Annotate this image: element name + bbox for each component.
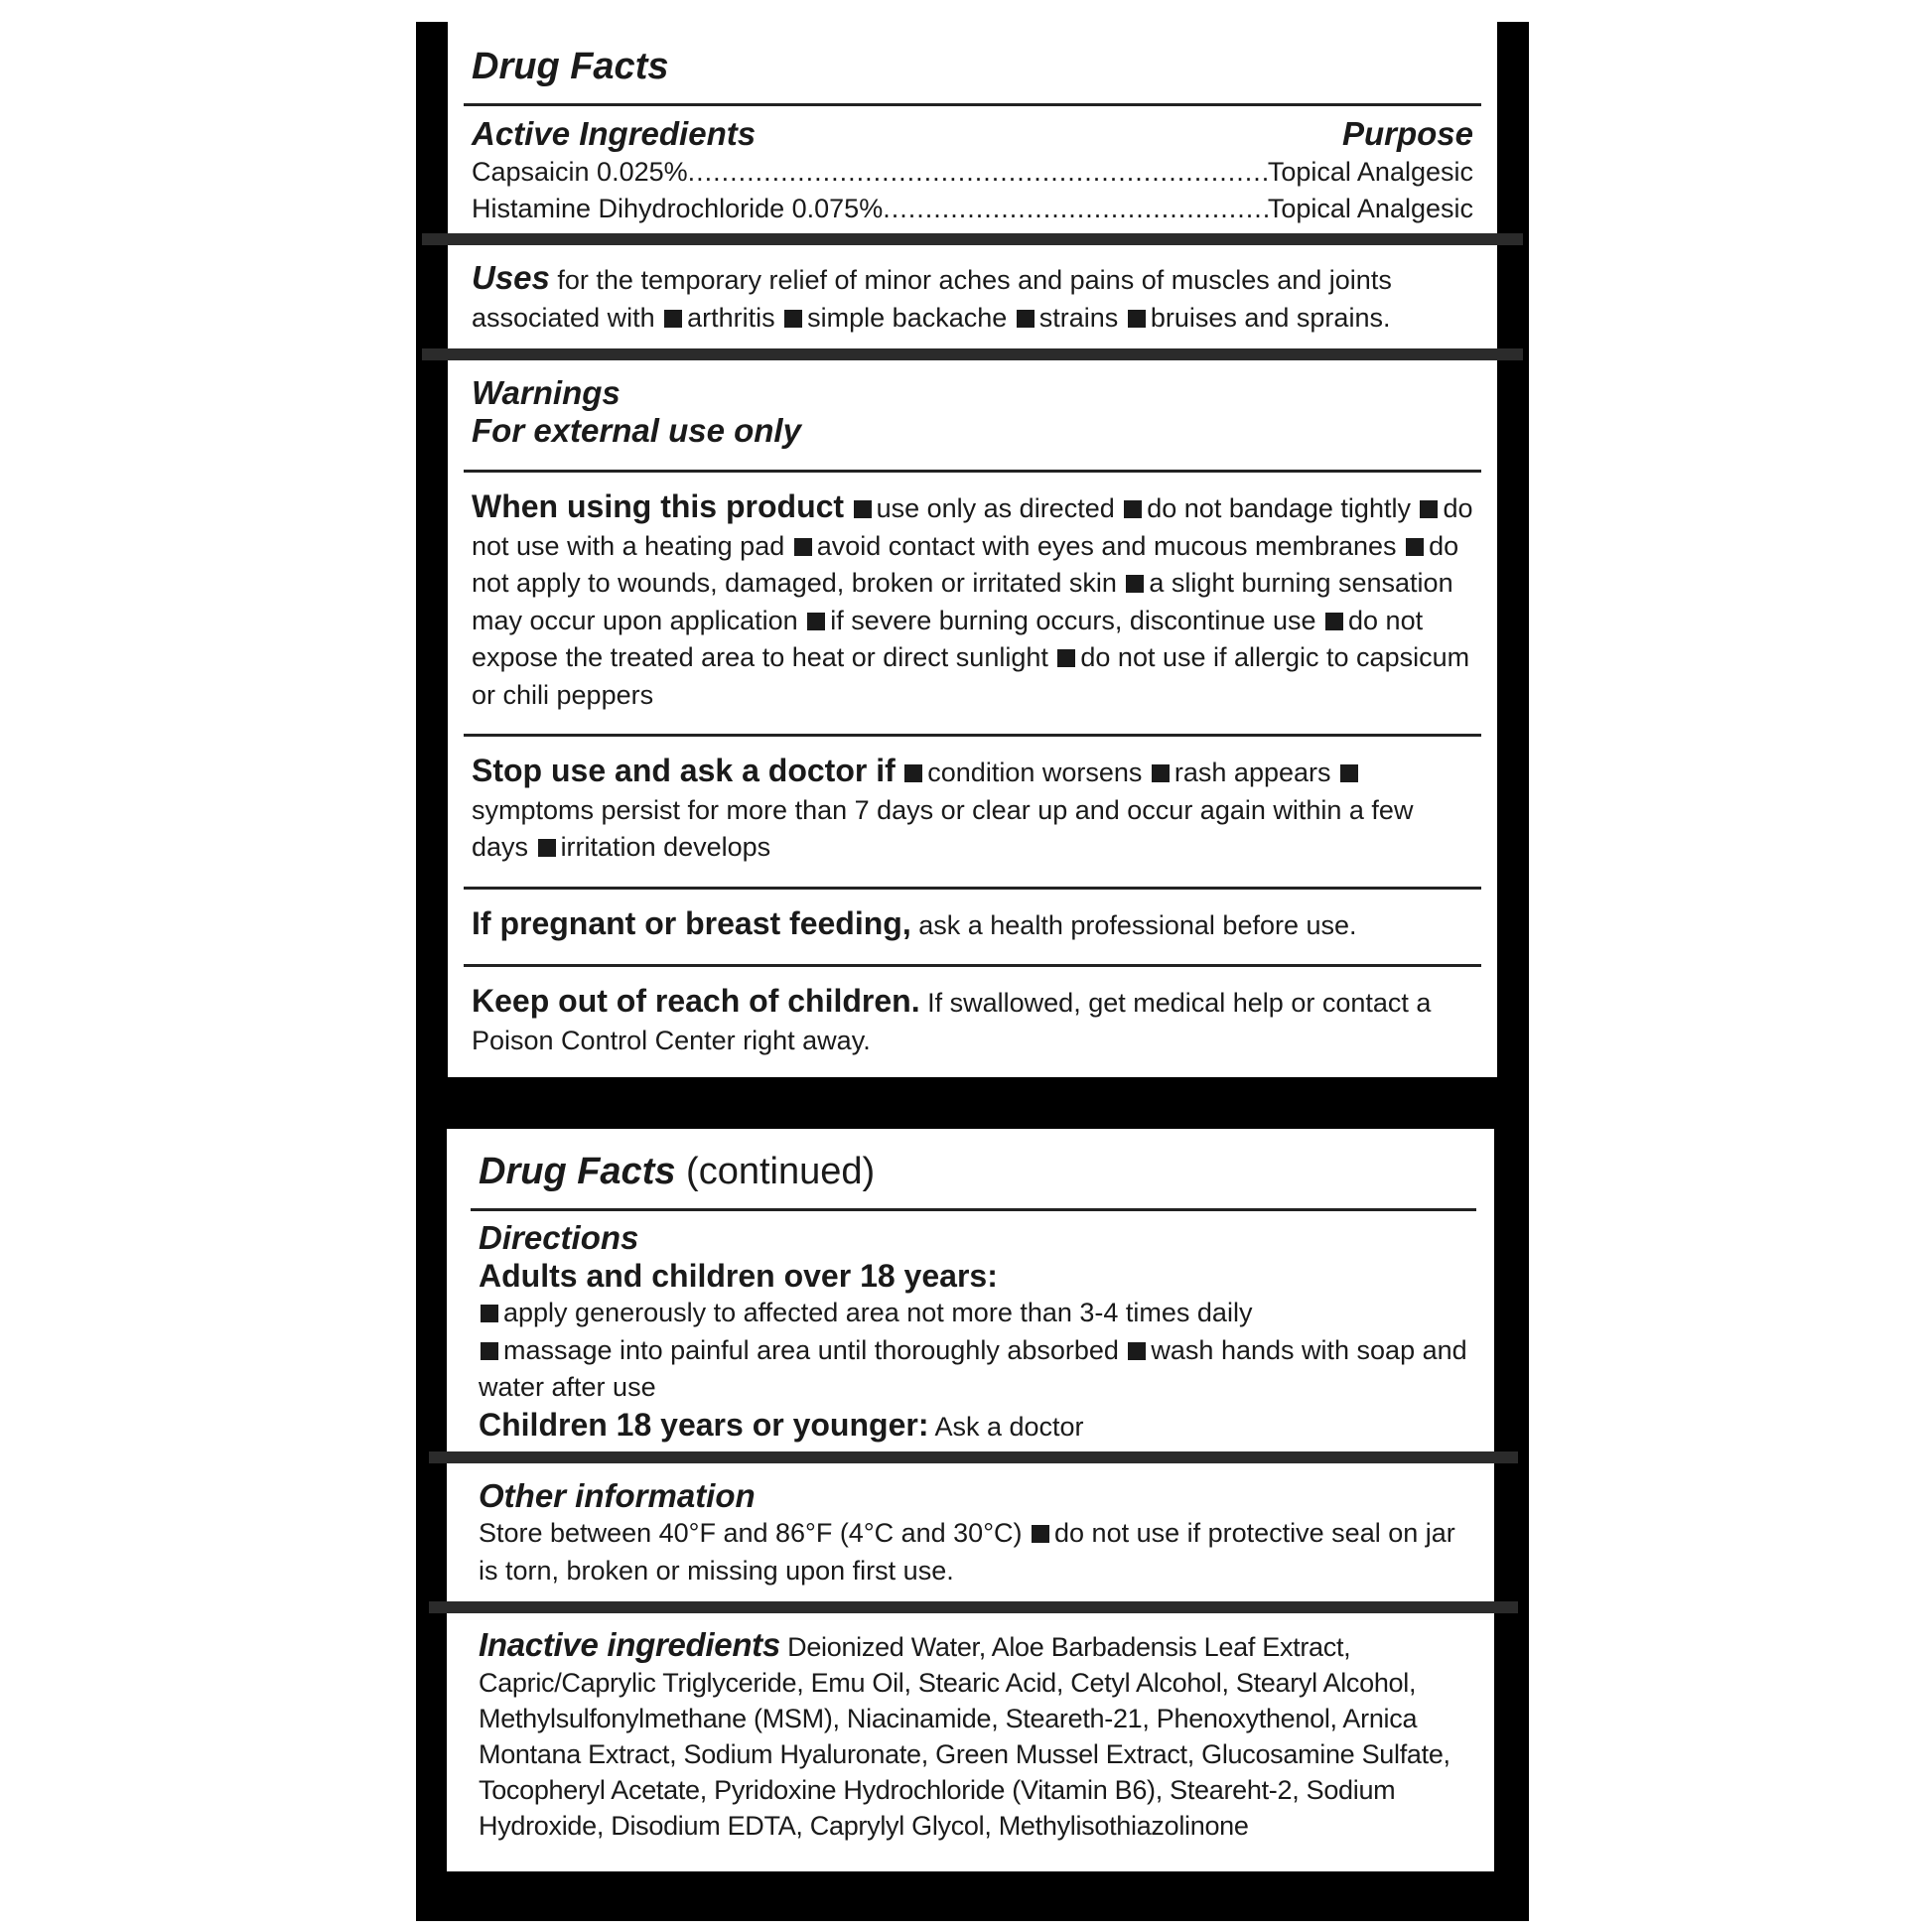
direction-item: apply generously to affected area not more than 3-4 times daily (503, 1298, 1253, 1327)
children-heading: Keep out of reach of children. (472, 983, 920, 1019)
divider (464, 470, 1481, 473)
ingredient-name: Capsaicin 0.025% (472, 157, 688, 187)
divider (471, 1208, 1476, 1211)
direction-item: wash hands with soap and water after use (479, 1334, 1467, 1402)
title-suffix: (continued) (686, 1151, 876, 1192)
other-info-heading: Other information (479, 1477, 756, 1514)
bullet-icon (794, 538, 812, 556)
title-text: Drug Facts (479, 1151, 676, 1192)
section-bar (429, 1451, 1518, 1463)
bullet-icon (1057, 649, 1075, 667)
use-item: simple backache (807, 302, 1008, 333)
bullet-icon (904, 764, 922, 782)
stop-use-section (472, 745, 1473, 873)
drug-facts-label (416, 22, 1529, 1921)
stop-use-item: condition worsens (927, 758, 1143, 787)
direction-line (479, 1295, 1468, 1332)
warning-item: if severe burning occurs, discontinue use (830, 605, 1316, 635)
bullet-icon (1032, 1525, 1049, 1543)
drug-facts-panel (448, 22, 1497, 1077)
uses-heading: Uses (472, 259, 550, 296)
stop-use-item: symptoms persist for more than 7 days or clear up and occur again within a few days (472, 794, 1414, 862)
bullet-icon (1126, 575, 1144, 593)
direction-line (479, 1332, 1468, 1407)
leader-dots (688, 154, 1268, 191)
pregnancy-text: ask a health professional before use. (918, 909, 1357, 940)
stop-use-heading: Stop use and ask a doctor if (472, 753, 896, 788)
bullet-icon (1325, 613, 1343, 630)
warnings-heading-block (472, 366, 1473, 456)
section-bar (429, 1601, 1518, 1613)
bullet-icon (481, 1342, 498, 1360)
bullet-icon (664, 310, 682, 328)
divider (464, 734, 1481, 737)
drug-facts-continued-panel (447, 1129, 1494, 1871)
bullet-icon (1128, 1342, 1146, 1360)
ingredients-header-row (472, 114, 1473, 154)
warning-item: do not expose the treated area to heat or direct sunlight (472, 605, 1424, 672)
directions-heading: Directions (479, 1219, 639, 1256)
bullet-icon (784, 310, 802, 328)
adults-heading: Adults and children over 18 years: (479, 1258, 998, 1294)
warnings-heading: Warnings (472, 374, 621, 411)
stop-use-item: irritation develops (560, 832, 771, 862)
warning-item: do not apply to wounds, damaged, broken or irritated skin (472, 530, 1459, 598)
children-directions-text: Ask a doctor (934, 1411, 1084, 1442)
bullet-icon (1420, 500, 1438, 518)
pregnancy-section (472, 897, 1473, 951)
children-section (472, 975, 1473, 1065)
warning-item: a slight burning sensation may occur upon application (472, 568, 1453, 635)
inactive-ingredients-heading: Inactive ingredients (479, 1626, 780, 1663)
panel-title: Drug Facts (472, 46, 669, 87)
ingredient-row (472, 191, 1473, 227)
warning-item: use only as directed (876, 493, 1115, 523)
external-use-heading: For external use only (472, 412, 801, 449)
uses-section (472, 251, 1473, 343)
purpose-heading: Purpose (1341, 115, 1473, 152)
use-item: bruises and sprains. (1150, 302, 1391, 333)
bullet-icon (1017, 310, 1035, 328)
bullet-icon (1124, 500, 1142, 518)
divider (464, 103, 1481, 106)
other-info-item: Store between 40°F and 86°F (4°C and 30°C) (479, 1518, 1023, 1548)
divider (464, 887, 1481, 890)
children-directions (479, 1407, 1468, 1447)
section-bar (422, 348, 1523, 360)
bullet-icon (1406, 538, 1424, 556)
bullet-icon (1152, 764, 1170, 782)
uses-intro: for the temporary relief of minor aches and pains of muscles and joints associated with (472, 265, 1392, 333)
panel-title (479, 1149, 1468, 1194)
when-using-section (472, 481, 1473, 720)
stop-use-item: rash appears (1173, 758, 1331, 787)
direction-item: massage into painful area until thoroughly absorbed (503, 1334, 1119, 1365)
when-using-heading: When using this product (472, 488, 845, 524)
bullet-icon (481, 1305, 498, 1322)
warning-item: avoid contact with eyes and mucous membranes (816, 530, 1397, 561)
active-ingredients-heading: Active Ingredients (472, 115, 757, 152)
children-text: If swallowed, get medical help or contact a Poison Control Center right away. (472, 988, 1432, 1055)
warning-item: do not use if allergic to capsicum or chili peppers (472, 642, 1470, 710)
pregnancy-heading: If pregnant or breast feeding, (472, 904, 911, 941)
bullet-icon (538, 839, 556, 857)
other-info-section (479, 1469, 1468, 1595)
inactive-ingredients-section (479, 1619, 1468, 1850)
leader-dots (883, 191, 1268, 227)
section-bar (422, 233, 1523, 245)
warning-item: do not bandage tightly (1147, 493, 1411, 523)
other-info-item: do not use if protective seal on jar is torn, broken or missing upon first use. (479, 1518, 1455, 1586)
children-directions-heading: Children 18 years or younger: (479, 1406, 929, 1443)
use-item: arthritis (687, 302, 775, 333)
directions-section (479, 1219, 1468, 1446)
ingredient-row (472, 154, 1473, 191)
bullet-icon (807, 613, 825, 630)
ingredient-purpose: Topical Analgesic (1267, 157, 1473, 187)
ingredient-purpose: Topical Analgesic (1267, 194, 1473, 223)
bullet-icon (1340, 764, 1358, 782)
divider (464, 964, 1481, 967)
bullet-icon (1128, 310, 1146, 328)
inactive-ingredients-text: Deionized Water, Aloe Barbadensis Leaf Extract, Capric/Caprylic Triglyceride, Emu Oil, Stearic Acid, Cetyl Alcohol, Stearyl Alcohol, Methylsulfonylmethane (MSM), Niacinamide, Steareth-21, Phenoxythenol, Arnica Montana Extract, Sodium Hyaluronate, Green Mussel Extract, Glucosamine Sulfate, Tocopheryl Acetate, Pyridoxine Hydrochloride (Vitamin B6), Steareht-2, Sodium Hydroxide, Disodium EDTA, Caprylyl Glycol, Methylisothiazolinone (479, 1632, 1450, 1841)
bullet-icon (854, 500, 872, 518)
ingredient-name: Histamine Dihydrochloride 0.075% (472, 194, 884, 223)
warning-item: do not use with a heating pad (472, 493, 1473, 561)
use-item: strains (1038, 302, 1119, 333)
